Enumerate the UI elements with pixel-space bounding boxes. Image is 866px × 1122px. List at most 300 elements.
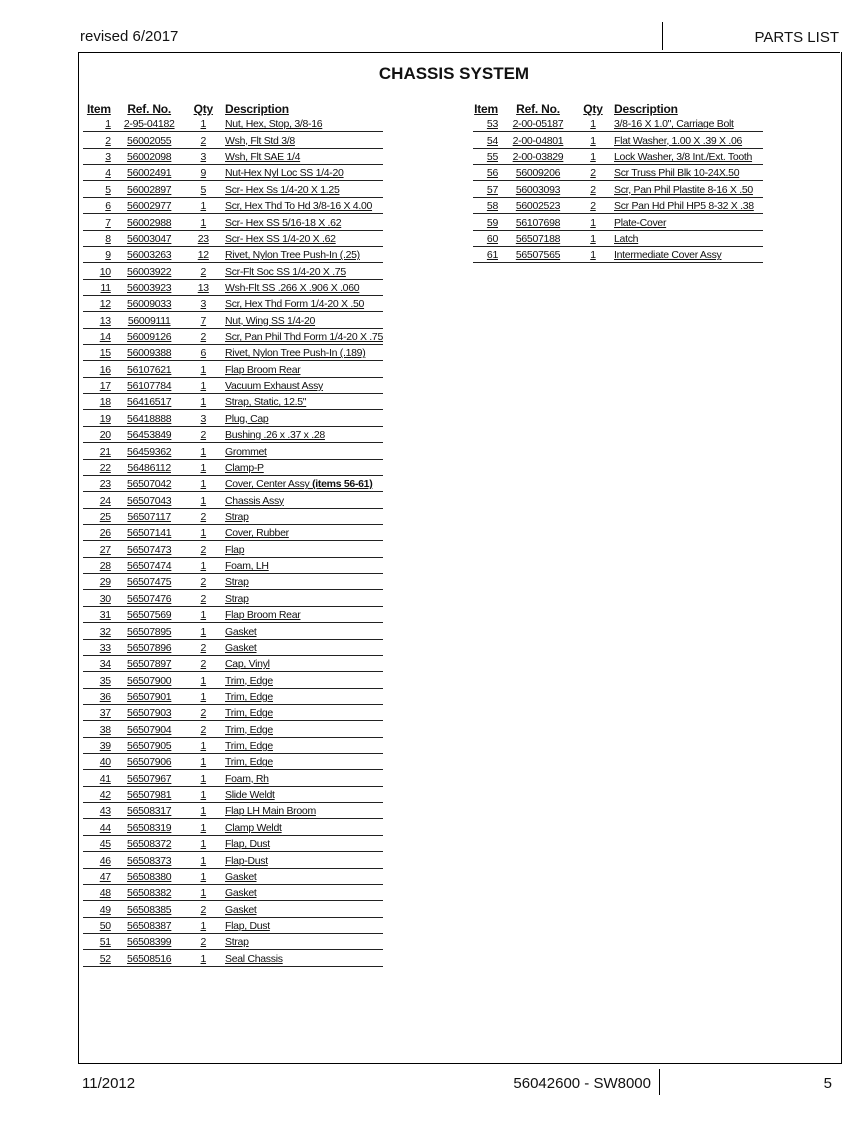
part-ref-number: 56002977 — [111, 197, 188, 213]
part-ref-number: 56003263 — [111, 246, 188, 262]
section-label: PARTS LIST — [662, 22, 839, 50]
part-item-number: 14 — [83, 328, 111, 344]
part-description: Scr- Hex SS 5/16-18 X .62 — [219, 214, 383, 230]
part-description: Trim, Edge — [219, 754, 383, 770]
part-item-number: 50 — [83, 917, 111, 933]
part-item-number: 53 — [473, 116, 498, 132]
table-row — [83, 165, 383, 181]
part-ref-number: 56003047 — [111, 230, 188, 246]
table-row — [83, 786, 383, 802]
table-row — [83, 950, 383, 966]
part-quantity: 1 — [188, 884, 219, 900]
part-ref-number: 56508385 — [111, 901, 188, 917]
part-description: Cover, Rubber — [219, 524, 383, 540]
part-ref-number: 56107698 — [498, 214, 578, 230]
part-item-number: 41 — [83, 770, 111, 786]
part-item-number: 11 — [83, 279, 111, 295]
part-ref-number: 2-00-03829 — [498, 148, 578, 164]
table-row — [83, 492, 383, 508]
col-header-ref: Ref. No. — [127, 102, 172, 116]
part-ref-number: 56507569 — [111, 606, 188, 622]
part-description: 3/8-16 X 1.0", Carriage Bolt — [608, 116, 763, 132]
part-quantity: 1 — [578, 148, 608, 164]
table-row — [83, 410, 383, 426]
table-header-row — [83, 102, 383, 116]
part-description: Wsh, Flt SAE 1/4 — [219, 148, 383, 164]
part-quantity: 1 — [188, 819, 219, 835]
part-description: Scr Truss Phil Blk 10-24X.50 — [608, 165, 763, 181]
table-row — [83, 230, 383, 246]
part-item-number: 47 — [83, 868, 111, 884]
table-row — [473, 197, 763, 213]
col-header-qty: Qty — [193, 102, 213, 116]
part-description: Latch — [608, 230, 763, 246]
part-ref-number: 56507188 — [498, 230, 578, 246]
part-description: Clamp-P — [219, 459, 383, 475]
part-quantity: 2 — [578, 197, 608, 213]
part-ref-number: 56507901 — [111, 688, 188, 704]
part-item-number: 42 — [83, 786, 111, 802]
part-description: Foam, Rh — [219, 770, 383, 786]
part-quantity: 2 — [578, 165, 608, 181]
table-row — [83, 672, 383, 688]
part-description: Gasket — [219, 868, 383, 884]
table-row — [473, 246, 763, 262]
part-item-number: 5 — [83, 181, 111, 197]
part-ref-number: 56507906 — [111, 754, 188, 770]
part-quantity: 7 — [188, 312, 219, 328]
part-item-number: 23 — [83, 475, 111, 491]
part-quantity: 1 — [578, 116, 608, 132]
table-row — [83, 721, 383, 737]
part-description: Scr, Pan Phil Plastite 8-16 X .50 — [608, 181, 763, 197]
part-quantity: 1 — [188, 786, 219, 802]
part-item-number: 18 — [83, 394, 111, 410]
part-ref-number: 2-95-04182 — [111, 116, 188, 132]
part-ref-number: 56507967 — [111, 770, 188, 786]
part-quantity: 1 — [188, 443, 219, 459]
part-item-number: 44 — [83, 819, 111, 835]
table-row — [83, 835, 383, 851]
part-ref-number: 56507896 — [111, 639, 188, 655]
part-description: Flap — [219, 541, 383, 557]
table-row — [83, 181, 383, 197]
table-row — [83, 345, 383, 361]
part-description: Foam, LH — [219, 557, 383, 573]
part-quantity: 3 — [188, 148, 219, 164]
part-item-number: 7 — [83, 214, 111, 230]
table-row — [83, 704, 383, 720]
table-row — [83, 214, 383, 230]
part-ref-number: 2-00-05187 — [498, 116, 578, 132]
table-row — [83, 917, 383, 933]
part-quantity: 3 — [188, 295, 219, 311]
part-description: Flap-Dust — [219, 852, 383, 868]
part-quantity: 1 — [188, 214, 219, 230]
table-row — [83, 475, 383, 491]
part-description: Trim, Edge — [219, 688, 383, 704]
table-row — [473, 214, 763, 230]
part-ref-number: 56002897 — [111, 181, 188, 197]
col-header-item: Item — [474, 102, 498, 116]
table-row — [83, 508, 383, 524]
part-description: Flap, Dust — [219, 835, 383, 851]
part-quantity: 2 — [188, 508, 219, 524]
part-quantity: 2 — [188, 541, 219, 557]
table-row — [83, 279, 383, 295]
part-item-number: 35 — [83, 672, 111, 688]
part-ref-number: 56002055 — [111, 132, 188, 148]
part-item-number: 4 — [83, 165, 111, 181]
part-ref-number: 56418888 — [111, 410, 188, 426]
part-description: Cover, Center Assy (items 56-61) — [219, 475, 383, 491]
part-description: Slide Weldt — [219, 786, 383, 802]
table-row — [83, 852, 383, 868]
col-header-qty: Qty — [583, 102, 603, 116]
part-item-number: 49 — [83, 901, 111, 917]
part-description: Scr Pan Hd Phil HP5 8-32 X .38 — [608, 197, 763, 213]
part-quantity: 2 — [578, 181, 608, 197]
part-quantity: 1 — [188, 835, 219, 851]
part-item-number: 61 — [473, 246, 498, 262]
part-ref-number: 56507981 — [111, 786, 188, 802]
table-row — [473, 230, 763, 246]
part-description: Wsh-Flt SS .266 X .906 X .060 — [219, 279, 383, 295]
part-description: Grommet — [219, 443, 383, 459]
part-quantity: 13 — [188, 279, 219, 295]
part-quantity: 12 — [188, 246, 219, 262]
part-description: Strap — [219, 590, 383, 606]
table-row — [83, 803, 383, 819]
part-item-number: 9 — [83, 246, 111, 262]
part-ref-number: 56508380 — [111, 868, 188, 884]
part-ref-number: 56507473 — [111, 541, 188, 557]
table-row — [83, 557, 383, 573]
parts-table-right — [473, 102, 763, 263]
part-item-number: 33 — [83, 639, 111, 655]
part-description: Nut-Hex Nyl Loc SS 1/4-20 — [219, 165, 383, 181]
part-quantity: 1 — [188, 557, 219, 573]
part-quantity: 2 — [188, 328, 219, 344]
part-item-number: 37 — [83, 704, 111, 720]
part-description: Lock Washer, 3/8 Int./Ext. Tooth — [608, 148, 763, 164]
part-description: Scr-Flt Soc SS 1/4-20 X .75 — [219, 263, 383, 279]
part-ref-number: 56508387 — [111, 917, 188, 933]
part-item-number: 1 — [83, 116, 111, 132]
part-ref-number: 56507042 — [111, 475, 188, 491]
part-quantity: 1 — [188, 394, 219, 410]
part-item-number: 45 — [83, 835, 111, 851]
part-quantity: 2 — [188, 426, 219, 442]
part-item-number: 8 — [83, 230, 111, 246]
part-ref-number: 56002491 — [111, 165, 188, 181]
part-item-number: 55 — [473, 148, 498, 164]
part-ref-number: 56507900 — [111, 672, 188, 688]
part-item-number: 39 — [83, 737, 111, 753]
table-row — [83, 361, 383, 377]
part-description: Plug, Cap — [219, 410, 383, 426]
part-item-number: 27 — [83, 541, 111, 557]
part-quantity: 9 — [188, 165, 219, 181]
table-row — [83, 197, 383, 213]
table-row — [83, 443, 383, 459]
part-quantity: 1 — [188, 606, 219, 622]
part-ref-number: 56507904 — [111, 721, 188, 737]
part-quantity: 1 — [188, 524, 219, 540]
table-row — [83, 426, 383, 442]
part-note: (items 56-61) — [312, 478, 373, 491]
part-item-number: 20 — [83, 426, 111, 442]
part-quantity: 2 — [188, 574, 219, 590]
part-ref-number: 56508319 — [111, 819, 188, 835]
part-quantity: 2 — [188, 639, 219, 655]
part-quantity: 2 — [188, 933, 219, 949]
part-description: Plate-Cover — [608, 214, 763, 230]
part-item-number: 34 — [83, 655, 111, 671]
table-row — [83, 868, 383, 884]
part-item-number: 32 — [83, 623, 111, 639]
part-quantity: 2 — [188, 721, 219, 737]
part-item-number: 52 — [83, 950, 111, 966]
part-ref-number: 56508382 — [111, 884, 188, 900]
part-quantity: 1 — [578, 132, 608, 148]
part-quantity: 1 — [578, 214, 608, 230]
part-item-number: 56 — [473, 165, 498, 181]
part-item-number: 60 — [473, 230, 498, 246]
table-row — [83, 737, 383, 753]
part-item-number: 16 — [83, 361, 111, 377]
part-ref-number: 56507474 — [111, 557, 188, 573]
footer-date: 11/2012 — [82, 1075, 136, 1092]
part-quantity: 1 — [188, 737, 219, 753]
part-description: Nut, Hex, Stop, 3/8-16 — [219, 116, 383, 132]
part-quantity: 1 — [188, 361, 219, 377]
footer-doc-number: 56042600 - SW8000 — [470, 1069, 660, 1095]
table-row — [83, 655, 383, 671]
part-ref-number: 56416517 — [111, 394, 188, 410]
part-description: Seal Chassis — [219, 950, 383, 966]
part-quantity: 1 — [188, 492, 219, 508]
part-item-number: 57 — [473, 181, 498, 197]
part-description: Gasket — [219, 901, 383, 917]
table-row — [83, 263, 383, 279]
part-description: Scr, Hex Thd To Hd 3/8-16 X 4.00 — [219, 197, 383, 213]
table-row — [83, 574, 383, 590]
part-quantity: 1 — [188, 459, 219, 475]
part-description: Trim, Edge — [219, 704, 383, 720]
part-quantity: 1 — [188, 852, 219, 868]
table-row — [83, 148, 383, 164]
part-quantity: 1 — [578, 230, 608, 246]
part-quantity: 1 — [188, 803, 219, 819]
part-description: Chassis Assy — [219, 492, 383, 508]
table-row — [83, 606, 383, 622]
part-description: Gasket — [219, 639, 383, 655]
table-row — [83, 328, 383, 344]
part-item-number: 19 — [83, 410, 111, 426]
part-ref-number: 56002098 — [111, 148, 188, 164]
part-ref-number: 56508372 — [111, 835, 188, 851]
part-ref-number: 56009388 — [111, 345, 188, 361]
part-item-number: 6 — [83, 197, 111, 213]
table-row — [83, 541, 383, 557]
part-quantity: 2 — [188, 704, 219, 720]
part-ref-number: 56507565 — [498, 246, 578, 262]
part-description: Flap Broom Rear — [219, 361, 383, 377]
part-description: Flap, Dust — [219, 917, 383, 933]
part-item-number: 58 — [473, 197, 498, 213]
part-item-number: 30 — [83, 590, 111, 606]
part-ref-number: 56002523 — [498, 197, 578, 213]
part-description: Gasket — [219, 884, 383, 900]
part-item-number: 12 — [83, 295, 111, 311]
part-item-number: 3 — [83, 148, 111, 164]
table-row — [83, 377, 383, 393]
part-quantity: 3 — [188, 410, 219, 426]
part-item-number: 21 — [83, 443, 111, 459]
part-item-number: 59 — [473, 214, 498, 230]
table-row — [473, 148, 763, 164]
part-ref-number: 56009033 — [111, 295, 188, 311]
table-row — [83, 819, 383, 835]
part-quantity: 1 — [188, 197, 219, 213]
part-description: Scr, Pan Phil Thd Form 1/4-20 X .75 — [219, 328, 383, 344]
table-row — [83, 901, 383, 917]
part-description: Vacuum Exhaust Assy — [219, 377, 383, 393]
part-description: Strap — [219, 933, 383, 949]
part-item-number: 46 — [83, 852, 111, 868]
part-ref-number: 56507895 — [111, 623, 188, 639]
part-ref-number: 2-00-04801 — [498, 132, 578, 148]
part-description: Strap, Static, 12.5" — [219, 394, 383, 410]
table-row — [473, 165, 763, 181]
part-item-number: 54 — [473, 132, 498, 148]
part-item-number: 26 — [83, 524, 111, 540]
part-description: Rivet, Nylon Tree Push-In (.25) — [219, 246, 383, 262]
page-title: CHASSIS SYSTEM — [378, 64, 530, 83]
table-row — [83, 754, 383, 770]
part-item-number: 48 — [83, 884, 111, 900]
part-item-number: 43 — [83, 803, 111, 819]
table-row — [473, 181, 763, 197]
part-ref-number: 56107621 — [111, 361, 188, 377]
part-ref-number: 56507476 — [111, 590, 188, 606]
part-quantity: 1 — [188, 377, 219, 393]
part-quantity: 1 — [188, 475, 219, 491]
part-quantity: 1 — [188, 917, 219, 933]
part-quantity: 2 — [188, 590, 219, 606]
table-row — [83, 394, 383, 410]
part-description: Flap LH Main Broom — [219, 803, 383, 819]
part-description: Trim, Edge — [219, 737, 383, 753]
part-quantity: 6 — [188, 345, 219, 361]
part-ref-number: 56486112 — [111, 459, 188, 475]
part-ref-number: 56002988 — [111, 214, 188, 230]
part-description: Flat Washer, 1.00 X .39 X .06 — [608, 132, 763, 148]
part-item-number: 22 — [83, 459, 111, 475]
part-ref-number: 56003093 — [498, 181, 578, 197]
parts-table-left — [83, 102, 383, 967]
table-row — [83, 590, 383, 606]
col-header-desc: Description — [614, 102, 678, 116]
table-header-row — [473, 102, 763, 116]
table-row — [83, 884, 383, 900]
part-quantity: 2 — [188, 901, 219, 917]
part-quantity: 1 — [188, 688, 219, 704]
table-row — [83, 246, 383, 262]
part-ref-number: 56009126 — [111, 328, 188, 344]
part-item-number: 31 — [83, 606, 111, 622]
part-item-number: 36 — [83, 688, 111, 704]
table-row — [83, 459, 383, 475]
part-item-number: 15 — [83, 345, 111, 361]
part-ref-number: 56507903 — [111, 704, 188, 720]
part-ref-number: 56508516 — [111, 950, 188, 966]
part-item-number: 2 — [83, 132, 111, 148]
part-item-number: 38 — [83, 721, 111, 737]
part-quantity: 1 — [188, 116, 219, 132]
part-ref-number: 56453849 — [111, 426, 188, 442]
table-row — [83, 688, 383, 704]
part-ref-number: 56507141 — [111, 524, 188, 540]
part-ref-number: 56507905 — [111, 737, 188, 753]
part-ref-number: 56009111 — [111, 312, 188, 328]
table-row — [83, 116, 383, 132]
revision-date: revised 6/2017 — [80, 28, 179, 45]
table-row — [83, 770, 383, 786]
page-number: 5 — [823, 1075, 832, 1092]
part-quantity: 1 — [188, 623, 219, 639]
part-description: Scr- Hex Ss 1/4-20 X 1.25 — [219, 181, 383, 197]
part-quantity: 2 — [188, 263, 219, 279]
part-ref-number: 56508373 — [111, 852, 188, 868]
part-quantity: 1 — [188, 754, 219, 770]
part-item-number: 10 — [83, 263, 111, 279]
part-quantity: 1 — [188, 950, 219, 966]
part-ref-number: 56003923 — [111, 279, 188, 295]
part-ref-number: 56107784 — [111, 377, 188, 393]
part-description: Gasket — [219, 623, 383, 639]
part-quantity: 1 — [578, 246, 608, 262]
part-ref-number: 56459362 — [111, 443, 188, 459]
table-row — [83, 933, 383, 949]
part-description: Strap — [219, 574, 383, 590]
table-row — [473, 132, 763, 148]
col-header-item: Item — [86, 102, 111, 116]
part-item-number: 17 — [83, 377, 111, 393]
part-ref-number: 56003922 — [111, 263, 188, 279]
part-description: Rivet, Nylon Tree Push-In (.189) — [219, 345, 383, 361]
part-quantity: 1 — [188, 868, 219, 884]
part-item-number: 40 — [83, 754, 111, 770]
part-description: Cap, Vinyl — [219, 655, 383, 671]
part-item-number: 13 — [83, 312, 111, 328]
part-quantity: 23 — [188, 230, 219, 246]
part-description: Intermediate Cover Assy — [608, 246, 763, 262]
part-ref-number: 56507475 — [111, 574, 188, 590]
part-description: Scr- Hex SS 1/4-20 X .62 — [219, 230, 383, 246]
part-quantity: 2 — [188, 132, 219, 148]
part-item-number: 28 — [83, 557, 111, 573]
part-description: Flap Broom Rear — [219, 606, 383, 622]
part-description: Trim, Edge — [219, 721, 383, 737]
part-item-number: 24 — [83, 492, 111, 508]
part-description: Bushing .26 x .37 x .28 — [219, 426, 383, 442]
part-ref-number: 56508399 — [111, 933, 188, 949]
part-ref-number: 56508317 — [111, 803, 188, 819]
part-item-number: 51 — [83, 933, 111, 949]
table-row — [83, 623, 383, 639]
